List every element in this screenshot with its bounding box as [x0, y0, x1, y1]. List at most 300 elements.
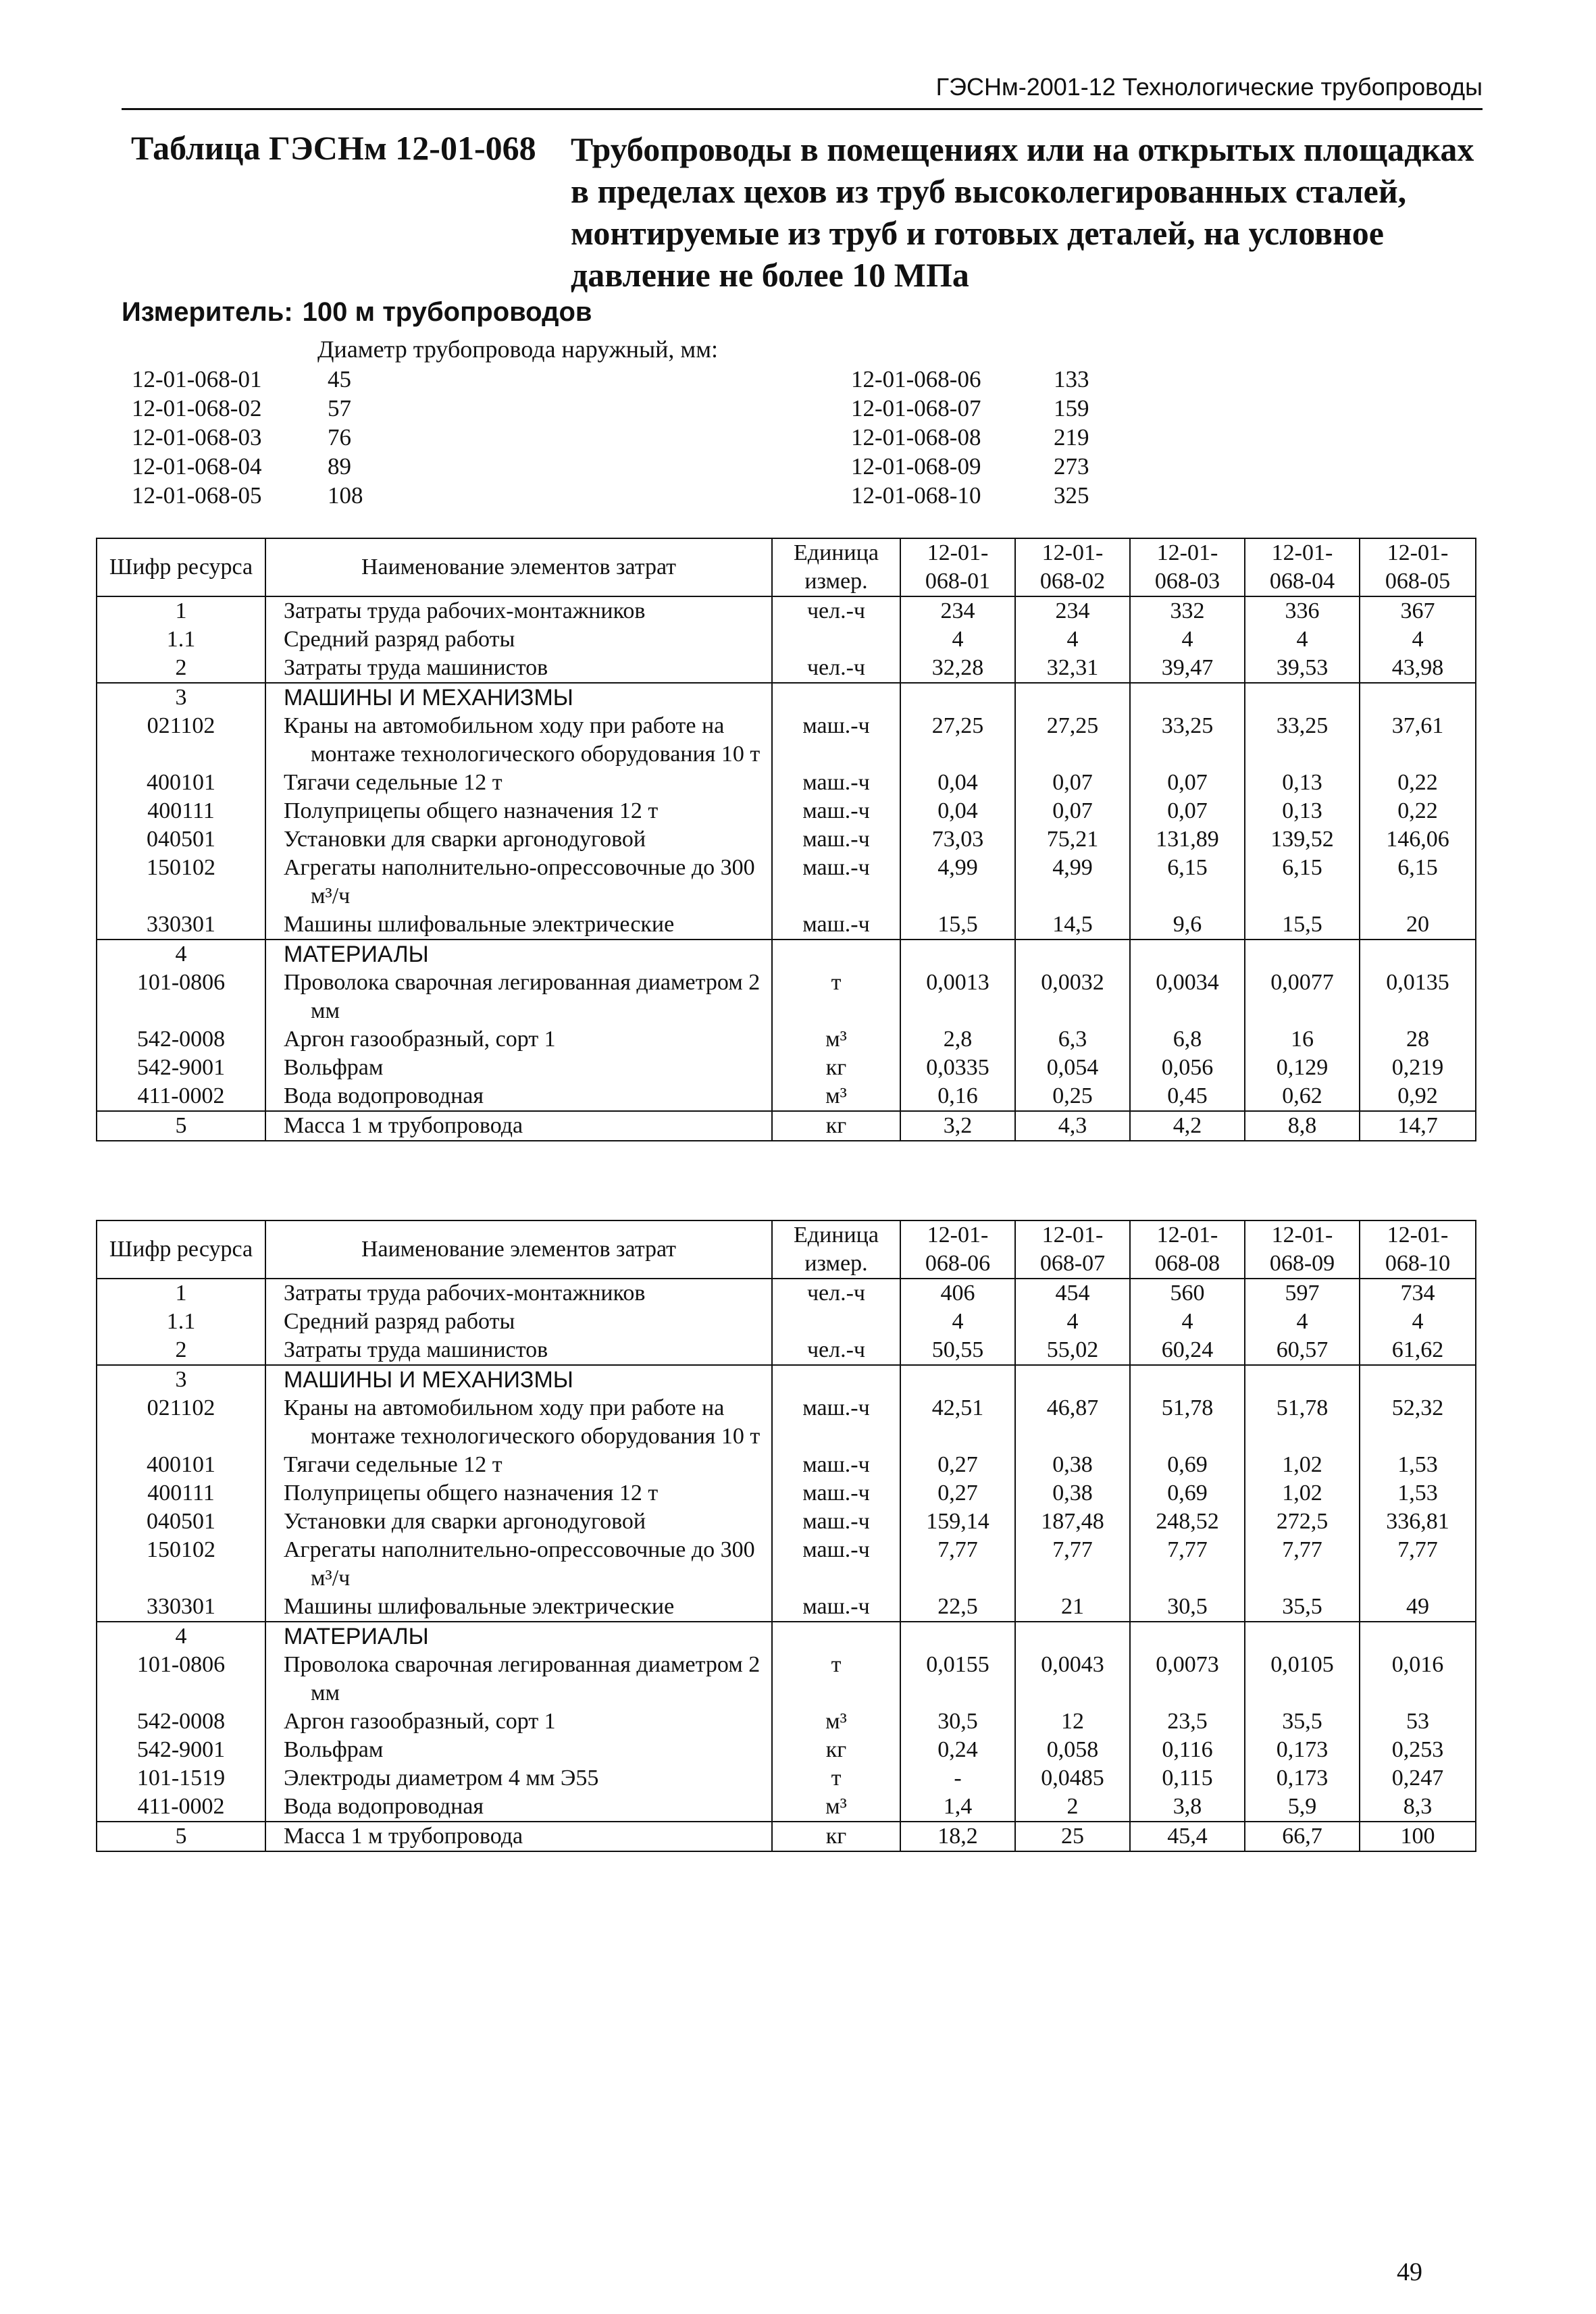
resource-code: 5 — [97, 1111, 265, 1141]
norm-value: 0,04 — [900, 797, 1015, 825]
cost-element-name — [265, 1279, 772, 1308]
code-id: 12-01-068-05 — [132, 482, 262, 509]
code-list — [132, 365, 1145, 510]
header-norm-code: 12-01-068-05 — [1360, 538, 1476, 596]
unit-of-measure: м³ — [772, 1707, 900, 1736]
unit-of-measure: маш.-ч — [772, 1536, 900, 1593]
header-name: Наименование элементов затрат — [265, 538, 772, 596]
norm-value: 4,3 — [1015, 1111, 1130, 1141]
norm-value — [1245, 940, 1360, 969]
norm-value: 1,4 — [900, 1793, 1015, 1822]
cost-element-text: Затраты труда рабочих-монтажников — [284, 598, 646, 623]
norm-value: 0,16 — [900, 1082, 1015, 1111]
norm-value: 248,52 — [1130, 1508, 1245, 1536]
code-row — [132, 452, 1145, 481]
resource-code: 330301 — [97, 1593, 265, 1622]
cost-element-text: Машины шлифовальные электрические — [284, 912, 675, 937]
cost-element-name — [265, 1394, 772, 1451]
norm-value: 0,0013 — [900, 969, 1015, 1025]
norm-value: 73,03 — [900, 825, 1015, 854]
header-norm-code: 12-01-068-02 — [1015, 538, 1130, 596]
norm-value: 0,116 — [1130, 1736, 1245, 1764]
cost-element-name — [265, 854, 772, 910]
section-heading — [265, 940, 772, 969]
table-row — [97, 1764, 1476, 1793]
norm-value: 406 — [900, 1279, 1015, 1308]
norm-value: 1,02 — [1245, 1451, 1360, 1479]
norm-value: 49 — [1360, 1593, 1476, 1622]
cost-element-name — [265, 1025, 772, 1054]
table-row — [97, 1451, 1476, 1479]
table-row — [97, 1365, 1476, 1394]
norm-value: 6,15 — [1245, 854, 1360, 910]
resource-code: 2 — [97, 1336, 265, 1365]
resource-code: 1 — [97, 596, 265, 625]
norm-value: 0,0485 — [1015, 1764, 1130, 1793]
resource-code: 542-9001 — [97, 1736, 265, 1764]
cost-element-name — [265, 969, 772, 1025]
resource-code: 400101 — [97, 769, 265, 797]
norm-value: 4 — [1130, 625, 1245, 654]
norm-value: 0,69 — [1130, 1451, 1245, 1479]
norm-value: 30,5 — [1130, 1593, 1245, 1622]
norm-value: 454 — [1015, 1279, 1130, 1308]
cost-element-text: Установки для сварки аргонодуговой — [284, 827, 646, 852]
unit-of-measure: маш.-ч — [772, 1593, 900, 1622]
cost-element-text: Аргон газообразный, сорт 1 — [284, 1027, 556, 1052]
table-row — [97, 854, 1476, 910]
norm-value — [1360, 683, 1476, 712]
cost-element-text: МАШИНЫ И МЕХАНИЗМЫ — [284, 1367, 573, 1393]
cost-element-text: Средний разряд работы — [284, 627, 515, 652]
cost-element-name — [265, 1707, 772, 1736]
cost-element-text: Аргон газообразный, сорт 1 — [284, 1709, 556, 1734]
norm-value: 5,9 — [1245, 1793, 1360, 1822]
resource-code: 400101 — [97, 1451, 265, 1479]
table-row — [97, 1082, 1476, 1111]
table-row — [97, 940, 1476, 969]
norm-value — [1360, 1622, 1476, 1651]
resource-code: 400111 — [97, 797, 265, 825]
norm-value: 8,8 — [1245, 1111, 1360, 1141]
norm-value: 0,054 — [1015, 1054, 1130, 1082]
norm-value: 0,173 — [1245, 1736, 1360, 1764]
norm-value: 0,0032 — [1015, 969, 1130, 1025]
norm-value: 3,2 — [900, 1111, 1015, 1141]
running-header: ГЭСНм-2001-12 Технологические трубопроводы — [122, 73, 1483, 110]
norm-value: - — [900, 1764, 1015, 1793]
norm-value — [900, 940, 1015, 969]
norm-value: 734 — [1360, 1279, 1476, 1308]
norm-value: 6,3 — [1015, 1025, 1130, 1054]
code-row — [132, 423, 1145, 452]
norm-value: 100 — [1360, 1822, 1476, 1851]
table-title: Трубопроводы в помещениях или на открытых площадках в пределах цехов из труб высоколегированных сталей, монтируемые из труб и готовых деталей, на условное давление не более 10 МПа — [571, 130, 1474, 294]
table-row — [97, 1479, 1476, 1508]
norm-value: 0,13 — [1245, 797, 1360, 825]
cost-element-text: Масса 1 м трубопровода — [284, 1113, 523, 1138]
norm-value: 7,77 — [1015, 1536, 1130, 1593]
resource-code: 542-0008 — [97, 1025, 265, 1054]
resource-code: 040501 — [97, 1508, 265, 1536]
norm-value — [900, 683, 1015, 712]
norms-table-1 — [96, 538, 1476, 1141]
norm-value: 0,058 — [1015, 1736, 1130, 1764]
norm-value: 4 — [1360, 625, 1476, 654]
table-row — [97, 769, 1476, 797]
norm-value: 0,0105 — [1245, 1651, 1360, 1707]
header-code: Шифр ресурса — [97, 1220, 265, 1279]
norm-value: 0,253 — [1360, 1736, 1476, 1764]
norm-value: 367 — [1360, 596, 1476, 625]
table-row — [97, 1793, 1476, 1822]
norm-value: 1,02 — [1245, 1479, 1360, 1508]
resource-code: 021102 — [97, 1394, 265, 1451]
cost-element-name — [265, 1793, 772, 1822]
table-row — [97, 825, 1476, 854]
code-id: 12-01-068-02 — [132, 395, 262, 421]
norm-value: 37,61 — [1360, 712, 1476, 769]
norm-value — [1245, 1365, 1360, 1394]
cost-element-text: Масса 1 м трубопровода — [284, 1824, 523, 1849]
cost-element-text: Вольфрам — [284, 1055, 384, 1080]
section-heading — [265, 1365, 772, 1394]
resource-code: 021102 — [97, 712, 265, 769]
unit-of-measure: чел.-ч — [772, 1336, 900, 1365]
norm-value: 4,2 — [1130, 1111, 1245, 1141]
norm-value: 0,0073 — [1130, 1651, 1245, 1707]
norm-value: 21 — [1015, 1593, 1130, 1622]
table-row — [97, 1707, 1476, 1736]
norm-value — [1130, 940, 1245, 969]
norm-value: 4 — [1130, 1308, 1245, 1336]
norm-value: 25 — [1015, 1822, 1130, 1851]
resource-code: 1.1 — [97, 1308, 265, 1336]
cost-element-text: МАТЕРИАЛЫ — [284, 942, 429, 967]
norm-value: 0,24 — [900, 1736, 1015, 1764]
cost-element-name — [265, 797, 772, 825]
norm-value — [1245, 683, 1360, 712]
unit-of-measure: м³ — [772, 1082, 900, 1111]
diameter-value: 325 — [1054, 482, 1089, 509]
cost-element-text: Вольфрам — [284, 1737, 384, 1762]
norm-value: 35,5 — [1245, 1593, 1360, 1622]
cost-element-name — [265, 1336, 772, 1365]
norm-value: 6,15 — [1130, 854, 1245, 910]
norm-value: 45,4 — [1130, 1822, 1245, 1851]
norm-value: 20 — [1360, 910, 1476, 940]
unit-of-measure: маш.-ч — [772, 1451, 900, 1479]
measure-label: Измеритель: — [122, 297, 293, 327]
header-unit: Единица измер. — [772, 538, 900, 596]
norm-value: 42,51 — [900, 1394, 1015, 1451]
unit-of-measure: кг — [772, 1111, 900, 1141]
header-unit: Единица измер. — [772, 1220, 900, 1279]
norm-value: 0,62 — [1245, 1082, 1360, 1111]
diameter-title: Диаметр трубопровода наружный, мм: — [317, 336, 718, 363]
table-row — [97, 1593, 1476, 1622]
norm-value: 43,98 — [1360, 654, 1476, 683]
norm-value — [900, 1622, 1015, 1651]
norm-value: 4 — [1245, 625, 1360, 654]
code-row — [132, 481, 1145, 510]
header-norm-code: 12-01-068-08 — [1130, 1220, 1245, 1279]
norm-value: 23,5 — [1130, 1707, 1245, 1736]
resource-code: 1 — [97, 1279, 265, 1308]
unit-of-measure: маш.-ч — [772, 797, 900, 825]
table-row — [97, 712, 1476, 769]
table-number: Таблица ГЭСНм 12-01-068 — [131, 129, 536, 167]
cost-element-name — [265, 596, 772, 625]
unit-of-measure: чел.-ч — [772, 1279, 900, 1308]
cost-element-name — [265, 1764, 772, 1793]
unit-of-measure: маш.-ч — [772, 1479, 900, 1508]
resource-code: 101-1519 — [97, 1764, 265, 1793]
page-number: 49 — [1397, 2258, 1422, 2286]
norm-value: 146,06 — [1360, 825, 1476, 854]
unit-of-measure: маш.-ч — [772, 769, 900, 797]
code-id: 12-01-068-08 — [851, 424, 981, 451]
cost-element-name — [265, 1308, 772, 1336]
resource-code: 542-9001 — [97, 1054, 265, 1082]
norm-value: 187,48 — [1015, 1508, 1130, 1536]
resource-code: 040501 — [97, 825, 265, 854]
header-norm-code: 12-01-068-06 — [900, 1220, 1015, 1279]
resource-code: 411-0002 — [97, 1082, 265, 1111]
norm-value: 53 — [1360, 1707, 1476, 1736]
diameter-value: 45 — [328, 366, 351, 392]
norm-value: 0,016 — [1360, 1651, 1476, 1707]
cost-element-text: Полуприцепы общего назначения 12 т — [284, 1481, 659, 1506]
header-name: Наименование элементов затрат — [265, 1220, 772, 1279]
norm-value: 51,78 — [1245, 1394, 1360, 1451]
unit-of-measure: т — [772, 1651, 900, 1707]
resource-code: 3 — [97, 1365, 265, 1394]
norm-value: 4,99 — [1015, 854, 1130, 910]
norm-value: 61,62 — [1360, 1336, 1476, 1365]
cost-element-name — [265, 1082, 772, 1111]
diameter-value: 133 — [1054, 366, 1089, 392]
cost-element-text: Краны на автомобильном ходу при работе на монтаже технологического оборудования 10 т — [284, 713, 761, 767]
resource-code: 4 — [97, 1622, 265, 1651]
norm-value: 234 — [1015, 596, 1130, 625]
measure-value: 100 м трубопроводов — [302, 297, 592, 327]
unit-of-measure: кг — [772, 1054, 900, 1082]
norm-value: 2 — [1015, 1793, 1130, 1822]
cost-element-name — [265, 1111, 772, 1141]
unit-of-measure: маш.-ч — [772, 825, 900, 854]
unit-of-measure: чел.-ч — [772, 596, 900, 625]
cost-element-text: Агрегаты наполнительно-опрессовочные до 300 м³/ч — [284, 855, 755, 908]
norm-value — [1015, 683, 1130, 712]
diameter-value: 57 — [328, 395, 351, 421]
cost-element-name — [265, 1651, 772, 1707]
cost-element-text: Установки для сварки аргонодуговой — [284, 1509, 646, 1534]
unit-of-measure: т — [772, 1764, 900, 1793]
section-heading — [265, 683, 772, 712]
unit-of-measure — [772, 625, 900, 654]
cost-element-text: Полуприцепы общего назначения 12 т — [284, 798, 659, 823]
table-row — [97, 1025, 1476, 1054]
norm-value: 52,32 — [1360, 1394, 1476, 1451]
diameter-value: 108 — [328, 482, 363, 509]
norm-value: 9,6 — [1130, 910, 1245, 940]
norm-value: 272,5 — [1245, 1508, 1360, 1536]
cost-element-text: Затраты труда машинистов — [284, 655, 548, 680]
code-id: 12-01-068-01 — [132, 366, 262, 392]
norm-value: 4 — [1360, 1308, 1476, 1336]
cost-element-text: Проволока сварочная легированная диаметром 2 мм — [284, 1652, 761, 1705]
table-row — [97, 1394, 1476, 1451]
norm-value: 12 — [1015, 1707, 1130, 1736]
norm-value: 7,77 — [1245, 1536, 1360, 1593]
header-norm-code: 12-01-068-07 — [1015, 1220, 1130, 1279]
resource-code: 1.1 — [97, 625, 265, 654]
norm-value: 28 — [1360, 1025, 1476, 1054]
norm-value: 51,78 — [1130, 1394, 1245, 1451]
table-row — [97, 625, 1476, 654]
code-id: 12-01-068-06 — [851, 366, 981, 392]
unit-of-measure: маш.-ч — [772, 1508, 900, 1536]
unit-of-measure: чел.-ч — [772, 654, 900, 683]
norm-value: 0,38 — [1015, 1479, 1130, 1508]
norm-value: 0,07 — [1015, 769, 1130, 797]
unit-of-measure: м³ — [772, 1793, 900, 1822]
norm-value: 0,04 — [900, 769, 1015, 797]
norm-value: 7,77 — [1360, 1536, 1476, 1593]
cost-element-name — [265, 654, 772, 683]
norm-value: 27,25 — [1015, 712, 1130, 769]
code-row — [132, 365, 1145, 394]
norm-value: 46,87 — [1015, 1394, 1130, 1451]
diameter-value: 76 — [328, 424, 351, 451]
unit-of-measure: т — [772, 969, 900, 1025]
resource-code: 330301 — [97, 910, 265, 940]
cost-element-text: МАШИНЫ И МЕХАНИЗМЫ — [284, 685, 573, 711]
norm-value: 0,056 — [1130, 1054, 1245, 1082]
resource-code: 2 — [97, 654, 265, 683]
cost-element-name — [265, 769, 772, 797]
norm-value: 0,173 — [1245, 1764, 1360, 1793]
table-row — [97, 654, 1476, 683]
cost-element-name — [265, 1479, 772, 1508]
cost-element-name — [265, 625, 772, 654]
table-row — [97, 910, 1476, 940]
norm-value: 60,24 — [1130, 1336, 1245, 1365]
norm-value: 14,7 — [1360, 1111, 1476, 1141]
table-row — [97, 1508, 1476, 1536]
cost-element-name — [265, 1451, 772, 1479]
table-row — [97, 1054, 1476, 1082]
cost-element-name — [265, 1054, 772, 1082]
diameter-value: 89 — [328, 453, 351, 480]
cost-element-text: Средний разряд работы — [284, 1309, 515, 1334]
unit-of-measure — [772, 1308, 900, 1336]
norm-value — [900, 1365, 1015, 1394]
resource-code: 101-0806 — [97, 969, 265, 1025]
norm-value: 15,5 — [1245, 910, 1360, 940]
norm-value — [1360, 940, 1476, 969]
table-row — [97, 1822, 1476, 1851]
resource-code: 411-0002 — [97, 1793, 265, 1822]
unit-of-measure — [772, 683, 900, 712]
norm-value: 0,13 — [1245, 769, 1360, 797]
norm-value: 0,27 — [900, 1479, 1015, 1508]
norm-value — [1130, 1622, 1245, 1651]
norm-value: 159,14 — [900, 1508, 1015, 1536]
cost-element-name — [265, 1593, 772, 1622]
norm-value: 0,129 — [1245, 1054, 1360, 1082]
norm-value: 1,53 — [1360, 1451, 1476, 1479]
cost-element-name — [265, 825, 772, 854]
norm-value: 139,52 — [1245, 825, 1360, 854]
norm-value: 336,81 — [1360, 1508, 1476, 1536]
measure-line — [122, 297, 602, 328]
norm-value: 4 — [1245, 1308, 1360, 1336]
norm-value: 32,28 — [900, 654, 1015, 683]
cost-element-name — [265, 1736, 772, 1764]
norm-value: 560 — [1130, 1279, 1245, 1308]
cost-element-text: Электроды диаметром 4 мм Э55 — [284, 1766, 599, 1791]
cost-element-name — [265, 712, 772, 769]
norm-value: 0,69 — [1130, 1479, 1245, 1508]
resource-code: 101-0806 — [97, 1651, 265, 1707]
table-row — [97, 1336, 1476, 1365]
norm-value — [1015, 1622, 1130, 1651]
norm-value: 234 — [900, 596, 1015, 625]
norm-value: 27,25 — [900, 712, 1015, 769]
norm-value — [1245, 1622, 1360, 1651]
cost-element-text: Тягачи седельные 12 т — [284, 770, 503, 795]
norm-value: 0,92 — [1360, 1082, 1476, 1111]
table-row — [97, 1279, 1476, 1308]
norm-value — [1360, 1365, 1476, 1394]
header-norm-code: 12-01-068-04 — [1245, 538, 1360, 596]
resource-code: 150102 — [97, 1536, 265, 1593]
header-norm-code: 12-01-068-10 — [1360, 1220, 1476, 1279]
table-header-row — [97, 1220, 1476, 1279]
norm-value: 32,31 — [1015, 654, 1130, 683]
norm-value: 0,07 — [1015, 797, 1130, 825]
section-heading — [265, 1622, 772, 1651]
norm-value — [1130, 683, 1245, 712]
diameter-value: 219 — [1054, 424, 1089, 451]
norm-value: 0,07 — [1130, 797, 1245, 825]
cost-element-text: Затраты труда машинистов — [284, 1337, 548, 1362]
table-row — [97, 1736, 1476, 1764]
norm-value: 14,5 — [1015, 910, 1130, 940]
norm-value: 0,0135 — [1360, 969, 1476, 1025]
unit-of-measure — [772, 940, 900, 969]
cost-element-text: Затраты труда рабочих-монтажников — [284, 1281, 646, 1306]
cost-element-text: Вода водопроводная — [284, 1794, 484, 1819]
norm-value: 0,219 — [1360, 1054, 1476, 1082]
norm-value: 75,21 — [1015, 825, 1130, 854]
code-id: 12-01-068-03 — [132, 424, 262, 451]
norm-value: 0,0043 — [1015, 1651, 1130, 1707]
norm-value: 22,5 — [900, 1593, 1015, 1622]
unit-of-measure: маш.-ч — [772, 712, 900, 769]
norms-table-2 — [96, 1220, 1476, 1852]
norm-value: 39,47 — [1130, 654, 1245, 683]
unit-of-measure: кг — [772, 1822, 900, 1851]
table-row — [97, 1308, 1476, 1336]
diameter-value: 273 — [1054, 453, 1089, 480]
table-row — [97, 1111, 1476, 1141]
norm-value: 55,02 — [1015, 1336, 1130, 1365]
norm-value: 0,22 — [1360, 769, 1476, 797]
cost-element-text: МАТЕРИАЛЫ — [284, 1624, 429, 1649]
